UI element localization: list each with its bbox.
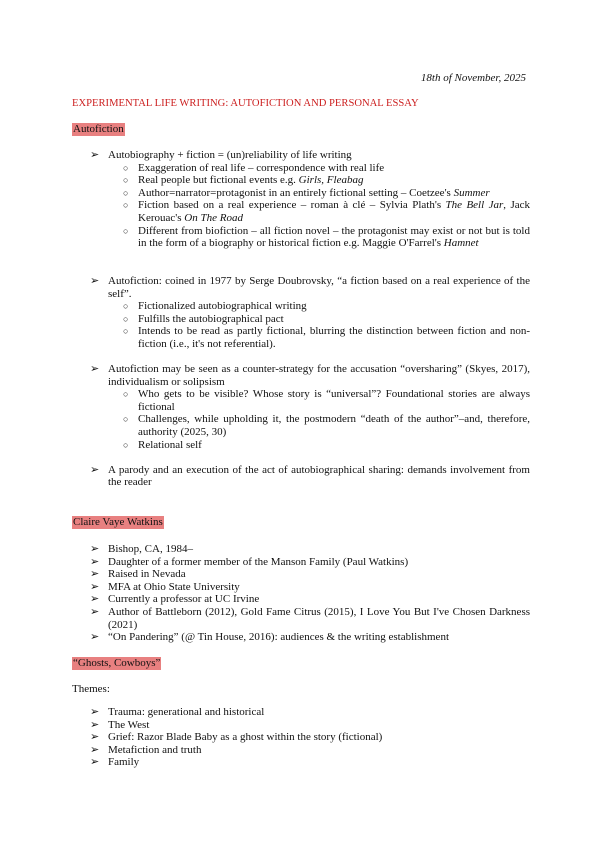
list-item: ➢ Daughter of a former member of the Manson Family (Paul Watkins) bbox=[90, 555, 409, 568]
arrow-bullet-icon: ➢ bbox=[90, 706, 100, 718]
list-item: ➢ Family bbox=[90, 756, 140, 769]
arrow-bullet-icon: ➢ bbox=[90, 756, 100, 769]
arrow-bullet-icon: ➢ bbox=[90, 274, 100, 287]
circle-bullet-icon: ○ bbox=[123, 326, 129, 337]
list-subitem: ○ Who gets to be visible? Whose story is “universal”? Foundational stories are always fictional bbox=[123, 388, 530, 413]
themes-list bbox=[90, 706, 530, 769]
list-item: ➢ Grief: Razor Blade Baby as a ghost within the story (fictional) bbox=[90, 731, 383, 744]
list-item: ➢ A parody and an execution of the act of autobiographical sharing: demands involvement from the reader bbox=[90, 463, 530, 489]
list-subitem: ○ Challenges, while upholding it, the postmodern “death of the author”–and, therefore, authority (2025, 30) bbox=[123, 413, 530, 439]
arrow-bullet-icon: ➢ bbox=[90, 568, 100, 581]
list-subitem: ○ Author=narrator=protagonist in an entirely fictional setting – Coetzee's Summer bbox=[123, 186, 490, 199]
arrow-bullet-icon: ➢ bbox=[90, 363, 100, 376]
list-item: ➢ Autofiction may be seen as a counter-strategy for the accusation “oversharing” (Skyes, 2017), individualism or solipsism bbox=[90, 363, 530, 388]
arrow-bullet-icon: ➢ bbox=[90, 593, 100, 606]
list-item: ➢ The West bbox=[90, 718, 150, 731]
list-item: ➢ Currently a professor at UC Irvine bbox=[90, 593, 260, 606]
circle-bullet-icon: ○ bbox=[123, 439, 129, 450]
circle-bullet-icon: ○ bbox=[123, 313, 129, 324]
document-date: 18th of November, 2025 bbox=[420, 72, 526, 84]
arrow-bullet-icon: ➢ bbox=[90, 731, 100, 744]
arrow-bullet-icon: ➢ bbox=[90, 605, 100, 618]
list-item: ➢ MFA at Ohio State University bbox=[90, 580, 240, 593]
circle-bullet-icon: ○ bbox=[123, 200, 129, 211]
themes-label: Themes: bbox=[72, 683, 110, 695]
list-subitem: ○ Fulfills the autobiographical pact bbox=[123, 312, 284, 325]
list-subitem: ○ Relational self bbox=[123, 438, 202, 451]
circle-bullet-icon: ○ bbox=[123, 162, 129, 173]
arrow-bullet-icon: ➢ bbox=[90, 555, 100, 568]
list-subitem: ○ Fictionalized autobiographical writing bbox=[123, 300, 307, 313]
list-item: ➢ Bishop, CA, 1984– bbox=[90, 543, 193, 555]
watkins-list bbox=[90, 543, 530, 644]
section-heading-autofiction: Autofiction bbox=[73, 123, 124, 135]
arrow-bullet-icon: ➢ bbox=[90, 631, 100, 644]
section-heading-watkins: Claire Vaye Watkins bbox=[73, 516, 163, 528]
list-item: ➢ Autobiography + fiction = (un)reliability of life writing bbox=[90, 149, 352, 161]
arrow-bullet-icon: ➢ bbox=[90, 149, 100, 161]
document-title: EXPERIMENTAL LIFE WRITING: AUTOFICTION AND PERSONAL ESSAY bbox=[72, 98, 419, 109]
list-subitem: ○ Real people but fictional events e.g. Girls, Fleabag bbox=[123, 174, 364, 187]
list-subitem: ○ Fiction based on a real experience – roman à clé – Sylvia Plath's The Bell Jar, Jack Kerouac's On The Road bbox=[123, 199, 530, 224]
arrow-bullet-icon: ➢ bbox=[90, 543, 100, 555]
circle-bullet-icon: ○ bbox=[123, 225, 129, 236]
list-subitem: ○ Different from biofiction – all fiction novel – the protagonist may exist or not but is told in the form of a biography or historical fiction e.g. Maggie O'Farrel's Hamnet bbox=[123, 224, 530, 250]
list-item: ➢ Author of Battleborn (2012), Gold Fame Citrus (2015), I Love You But I've Chosen Darkness (2021) bbox=[90, 605, 530, 631]
list-subitem: ○ Intends to be read as partly fictional, blurring the distinction between fiction and non-fiction (i.e., it's not referential). bbox=[123, 325, 530, 350]
section-heading-ghosts-cowboys: “Ghosts, Cowboys” bbox=[73, 657, 161, 669]
list-item: ➢ Raised in Nevada bbox=[90, 568, 186, 581]
arrow-bullet-icon: ➢ bbox=[90, 718, 100, 731]
list-subitem: ○ Exaggeration of real life – correspondence with real life bbox=[123, 161, 385, 174]
list-item: ➢ Metafiction and truth bbox=[90, 743, 202, 756]
arrow-bullet-icon: ➢ bbox=[90, 463, 100, 476]
arrow-bullet-icon: ➢ bbox=[90, 743, 100, 756]
arrow-bullet-icon: ➢ bbox=[90, 580, 100, 593]
list-item: ➢ “On Pandering” (@ Tin House, 2016): audiences & the writing establishment bbox=[90, 631, 449, 644]
circle-bullet-icon: ○ bbox=[123, 301, 129, 312]
circle-bullet-icon: ○ bbox=[123, 414, 129, 425]
list-item: ➢ Trauma: generational and historical bbox=[90, 706, 265, 718]
circle-bullet-icon: ○ bbox=[123, 389, 129, 400]
autofiction-list bbox=[90, 149, 530, 489]
list-item: ➢ Autofiction: coined in 1977 by Serge Doubrovsky, “a fiction based on a real experience of the self”. bbox=[90, 274, 530, 300]
circle-bullet-icon: ○ bbox=[123, 187, 129, 198]
circle-bullet-icon: ○ bbox=[123, 175, 129, 186]
